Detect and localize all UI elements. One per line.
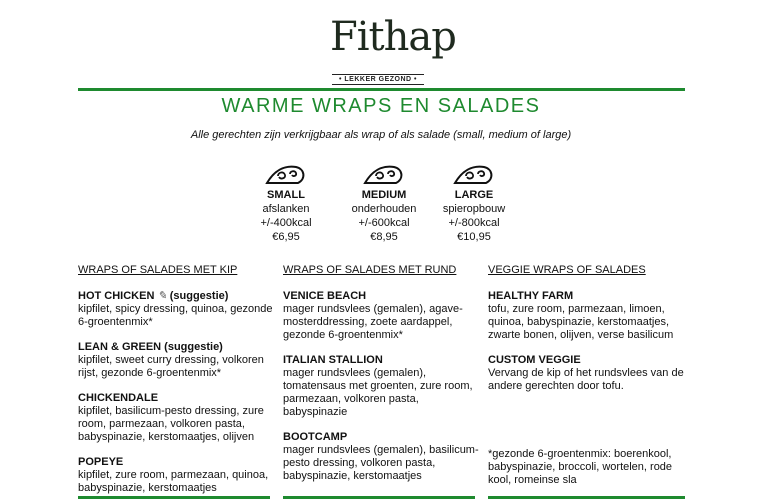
menu-item [488, 290, 688, 342]
item-description: kipfilet, sweet curry dressing, volkoren rijst, gezonde 6-groentenmix* [78, 354, 264, 379]
size-name: SMALL [267, 189, 305, 201]
column-heading: WRAPS OF SALADES MET RUND [283, 264, 457, 276]
page-subtitle: Alle gerechten zijn verkrijgbaar als wrap of als salade (small, medium of large) [190, 129, 572, 141]
item-description: mager rundsvlees (gemalen), agave-mosterddressing, zoete aardappel, gezonde 6-groentenmix* [283, 303, 463, 341]
size-kcal: +/-800kcal [448, 217, 500, 229]
item-name: ITALIAN STALLION [283, 354, 383, 366]
logo [322, 14, 456, 86]
bottom-divider [283, 496, 475, 499]
wrap-icon [362, 163, 406, 187]
item-description: mager rundsvlees (gemalen), tomatensaus met groenten, zure room, parmezaan, volkoren pasta, babyspinazie [283, 367, 473, 418]
logo-tagline: • LEKKER GEZOND • [332, 74, 424, 85]
item-description: Vervang de kip of het rundsvlees van de andere gerechten door tofu. [488, 367, 684, 392]
menu-item [488, 354, 688, 393]
item-name: BOOTCAMP [283, 431, 348, 443]
size-kcal: +/-400kcal [260, 217, 312, 229]
size-name: LARGE [454, 189, 494, 201]
size-kcal: +/-600kcal [358, 217, 410, 229]
logo-wordmark: Fithap [330, 14, 456, 60]
item-name: LEAN & GREEN (suggestie) [78, 341, 223, 353]
wrap-icon [452, 163, 496, 187]
size-small [231, 163, 341, 244]
page-title: WARME WRAPS EN SALADES [221, 95, 541, 117]
item-name: HEALTHY FARM [488, 290, 574, 302]
menu-item [283, 290, 479, 342]
item-name: HOT CHICKEN ✎ (suggestie) [78, 290, 229, 302]
column-heading: WRAPS OF SALADES MET KIP [78, 264, 238, 276]
size-goal: afslanken [262, 203, 310, 215]
menu-item [78, 341, 274, 380]
column-rund [283, 264, 479, 495]
bottom-divider [488, 496, 685, 499]
column-heading: VEGGIE WRAPS OF SALADES [488, 264, 646, 276]
wrap-icon [264, 163, 308, 187]
size-large [419, 163, 529, 244]
menu-item [283, 431, 479, 483]
item-name: CUSTOM VEGGIE [488, 354, 581, 366]
menu-item [283, 354, 479, 419]
bottom-divider [78, 496, 270, 499]
column-veggie [488, 264, 688, 405]
size-goal: onderhouden [351, 203, 417, 215]
item-description: kipfilet, zure room, parmezaan, quinoa, babyspinazie, kerstomaatjes [78, 469, 269, 494]
size-price: €8,95 [370, 231, 398, 243]
size-goal: spieropbouw [442, 203, 506, 215]
menu-item [78, 290, 274, 329]
size-price: €10,95 [457, 231, 491, 243]
size-name: MEDIUM [361, 189, 407, 201]
item-description: mager rundsvlees (gemalen), basilicum-pesto dressing, volkoren pasta, babyspinazie, kerstomaatjes [283, 444, 479, 482]
item-name: VENICE BEACH [283, 290, 367, 302]
footnote-text: *gezonde 6-groentenmix: boerenkool, babyspinazie, broccoli, wortelen, rode kool, romeinse sla [488, 448, 673, 486]
item-name: POPEYE [78, 456, 124, 468]
size-price: €6,95 [272, 231, 300, 243]
top-divider [78, 88, 685, 91]
footnote [488, 448, 688, 487]
item-name: CHICKENDALE [78, 392, 159, 404]
item-description: tofu, zure room, parmezaan, limoen, quinoa, babyspinazie, kerstomaatjes, zwarte bonen, olijven, verse basilicum [488, 303, 674, 341]
menu-item [78, 392, 274, 444]
item-description: kipfilet, basilicum-pesto dressing, zure room, parmezaan, volkoren pasta, babyspinazie, kerstomaatjes, olijven [78, 405, 264, 443]
pen-icon: ✎ [157, 290, 167, 302]
item-description: kipfilet, spicy dressing, quinoa, gezonde 6-groentenmix* [78, 303, 273, 328]
column-kip [78, 264, 274, 504]
menu-item [78, 456, 274, 495]
